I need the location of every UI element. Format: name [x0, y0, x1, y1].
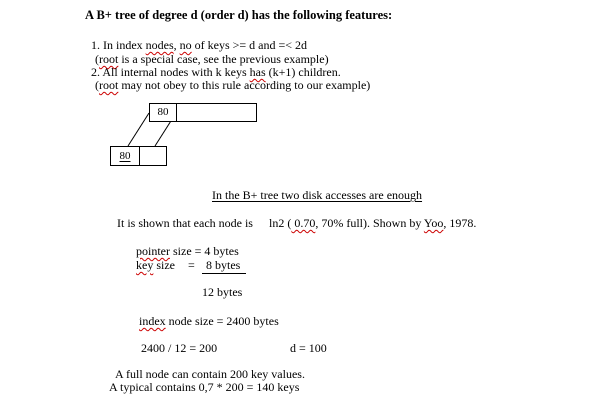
- division-line: 2400 / 12 = 200: [141, 341, 218, 355]
- index-node-size-line: [139, 315, 279, 327]
- word-root: root: [99, 78, 119, 92]
- index-node-size-rest: node size = 2400 bytes: [165, 314, 279, 328]
- word-key: key: [136, 258, 154, 272]
- page-title: A B+ tree of degree d (order d) has the following features:: [85, 8, 393, 22]
- word-root: root: [99, 52, 119, 66]
- feature-note-2-open: (: [95, 78, 99, 92]
- feature-item-1-prefix: 1. In index: [91, 38, 146, 52]
- ln2-rest: , 70% full). Shown by: [315, 216, 424, 230]
- author-name: Yoo: [423, 216, 444, 230]
- word-has: has: [249, 65, 266, 79]
- leaf-node-key-text: 80: [119, 149, 131, 162]
- d-value: d = 100: [290, 341, 327, 355]
- pointer-size-line: [136, 245, 239, 257]
- leaf-node-empty-slot: [139, 147, 166, 165]
- pointer-size-rest: size = 4 bytes: [170, 244, 239, 258]
- root-node-key: 80: [157, 106, 169, 118]
- word-nodes: nodes: [145, 38, 174, 52]
- key-size-equals: =: [188, 258, 195, 272]
- feature-note-2-rest: may not obey to this rule according to our example): [118, 78, 371, 92]
- leaf-node-key: [111, 147, 139, 165]
- section-heading: In the B+ tree two disk accesses are enough: [212, 188, 423, 202]
- sum-rule: [202, 273, 246, 274]
- ln2-label: ln2 (: [269, 216, 292, 230]
- feature-item-2-rest: (k+1) children.: [265, 65, 341, 79]
- key-size-value: 8 bytes: [206, 258, 241, 272]
- ln2-value: 0.70: [291, 216, 316, 230]
- conclusion-line-2: A typical contains 0,7 * 200 = 140 keys: [109, 380, 300, 394]
- root-pointer-line: [128, 113, 149, 146]
- word-index: index: [139, 314, 166, 328]
- year: , 1978.: [443, 216, 477, 230]
- leaf-node: [110, 146, 167, 166]
- feature-item-2-prefix: 2. All internal nodes with k keys: [91, 65, 250, 79]
- key-size-line: [136, 259, 175, 271]
- feature-item-1-sep: ,: [173, 38, 180, 52]
- word-no: no: [179, 38, 192, 52]
- feature-note-1-rest: is a special case, see the previous example): [118, 52, 329, 66]
- conclusion-line-1: A full node can contain 200 key values.: [115, 367, 305, 381]
- fill-factor-prefix: It is shown that each node is: [117, 216, 253, 230]
- word-pointer: pointer: [136, 244, 170, 258]
- feature-item-1-rest: of keys >= d and =< 2d: [191, 38, 308, 52]
- root-node: [149, 103, 257, 122]
- feature-note-1-open: (: [95, 52, 99, 66]
- total-size: 12 bytes: [202, 285, 243, 299]
- fill-factor-statement: [269, 217, 476, 229]
- root-node-empty-slots: [176, 104, 256, 121]
- key-size-rest: size: [153, 258, 175, 272]
